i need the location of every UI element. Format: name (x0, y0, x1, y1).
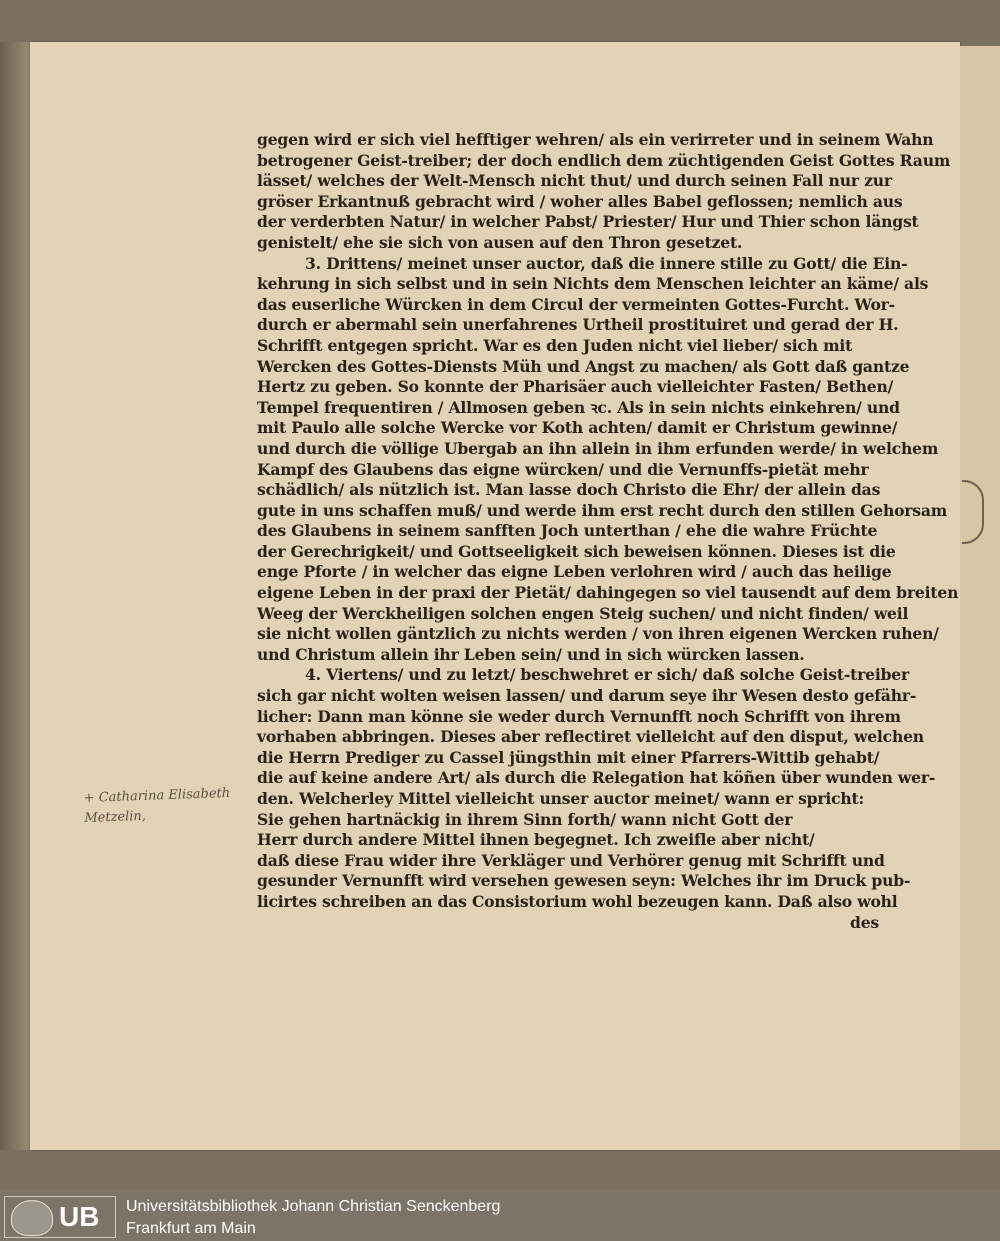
text-line: daß diese Frau wider ihre Verkläger und Verhörer genug mit Schrifft und (257, 850, 885, 870)
marginal-note-line: Metzelin, (84, 808, 147, 826)
text-line: Hertz zu geben. So konnte der Pharisäer auch vielleichter Fasten/ Bethen/ (257, 377, 894, 397)
text-line: vorhaben abbringen. Dieses aber reflectiret vielleicht auf den disput, welchen (257, 727, 924, 747)
text-line: licirtes schreiben an das Consistorium wohl bezeugen kann. Daß also wohl (257, 891, 898, 911)
text-line: lässet/ welches der Welt-Mensch nicht thut/ und durch seinen Fall nur zur (257, 171, 892, 191)
text-line: betrogener Geist-treiber; der doch endlich dem züchtigenden Geist Gottes Raum (257, 150, 951, 170)
text-line: Weeg der Werckheiligen solchen engen Steig suchen/ und nicht finden/ weil (257, 603, 909, 623)
text-line: gute in uns schaffen muß/ und werde ihm erst recht durch den stillen Gehorsam (257, 500, 948, 520)
text-line: sich gar nicht wolten weisen lassen/ und darum seye ihr Wesen desto gefähr- (257, 686, 917, 706)
text-line: kehrung in sich selbst und in sein Nichts dem Menschen leichter an käme/ als (257, 274, 929, 294)
text-line: Schrifft entgegen spricht. War es den Juden nicht viel lieber/ sich mit (257, 335, 853, 355)
adjacent-page-edge (960, 46, 1000, 1150)
book-spine (0, 42, 30, 1150)
text-line: Wercken des Gottes-Diensts Müh und Angst zu machen/ als Gott daß gantze (257, 356, 910, 376)
text-line: den. Welcherley Mittel vielleicht unser auctor meinet/ wann er spricht: (257, 789, 865, 808)
ribbon-curl (962, 480, 984, 544)
text-line: Herr durch andere Mittel ihnen begegnet. Ich zweifle aber nicht/ (257, 830, 815, 850)
text-line: eigene Leben in der praxi der Pietät/ dahingegen so viel tausendt auf dem breiten (257, 583, 959, 603)
text-line: Kampf des Glaubens das eigne würcken/ und die Vernunffs-pietät mehr (257, 459, 869, 479)
portrait-icon (11, 1200, 53, 1236)
text-line: gröser Erkantnuß gebracht wird / woher alles Babel geflossen; nemlich aus (257, 191, 903, 211)
text-line: der Gerechrigkeit/ und Gottseeligkeit sich beweisen können. Dieses ist die (257, 541, 896, 561)
text-line: sie nicht wollen gäntzlich zu nichts werden / von ihren eigenen Wercken ruhen/ (257, 624, 939, 644)
footer-city: Frankfurt am Main (126, 1220, 256, 1237)
text-line: 4. Viertens/ und zu letzt/ beschwehret er sich/ daß solche Geist-treiber (305, 665, 910, 685)
text-line: durch er abermahl sein unerfahrenes Urtheil prostituiret und gerad der H. (257, 315, 899, 335)
text-line: 3. Drittens/ meinet unser auctor, daß die innere stille zu Gott/ die Ein- (305, 253, 908, 273)
logo-text: UB (59, 1201, 100, 1232)
marginal-note-line: + Catharina Elisabeth (83, 785, 231, 806)
text-line: enge Pforte / in welcher das eigne Leben verlohren wird / auch das heilige (257, 562, 892, 582)
handwritten-marginal-note (83, 783, 254, 829)
text-line: und durch die völlige Ubergab an ihn allein in ihm erfunden werde/ in welchem (257, 438, 939, 458)
catchword: des (849, 912, 879, 932)
text-line: Sie gehen hartnäckig in ihrem Sinn forth/ wann nicht Gott der (257, 809, 793, 829)
text-line: gegen wird er sich viel hefftiger wehren/ als ein verirreter und in seinem Wahn (257, 130, 934, 149)
text-line: genistelt/ ehe sie sich von ausen auf den Thron gesetzet. (257, 232, 743, 252)
text-line: Tempel frequentiren / Allmosen geben ꝛc. Als in sein nichts einkehren/ und (257, 397, 900, 417)
footer-credit (126, 1196, 500, 1240)
text-line: licher: Dann man könne sie weder durch Vernunfft noch Schrifft von ihrem (257, 706, 901, 726)
text-line: und Christum allein ihr Leben sein/ und in sich würcken lassen. (257, 644, 805, 664)
text-line: gesunder Vernunfft wird versehen gewesen seyn: Welches ihr im Druck pub- (257, 871, 911, 891)
body-text (257, 130, 959, 933)
text-line: die auf keine andere Art/ als durch die Relegation hat köñen über wunden wer- (257, 768, 936, 788)
text-line: der verderbten Natur/ in welcher Pabst/ Priester/ Hur und Thier schon längst (257, 212, 919, 232)
text-line: schädlich/ als nützlich ist. Man lasse doch Christo die Ehr/ der allein das (257, 480, 881, 500)
library-logo[interactable] (4, 1196, 116, 1238)
footer-institution[interactable]: Universitätsbibliothek Johann Christian Senckenberg (126, 1198, 501, 1215)
text-line: mit Paulo alle solche Wercke vor Koth achten/ damit er Christum gewinne/ (257, 418, 898, 438)
text-line: des Glaubens in seinem sanfften Joch unterthan / ehe die wahre Früchte (257, 521, 878, 541)
text-line: die Herrn Prediger zu Cassel jüngsthin mit einer Pfarrers-Wittib gehabt/ (257, 747, 880, 767)
text-line: das euserliche Würcken in dem Circul der vermeinten Gottes-Furcht. Wor- (257, 294, 895, 314)
